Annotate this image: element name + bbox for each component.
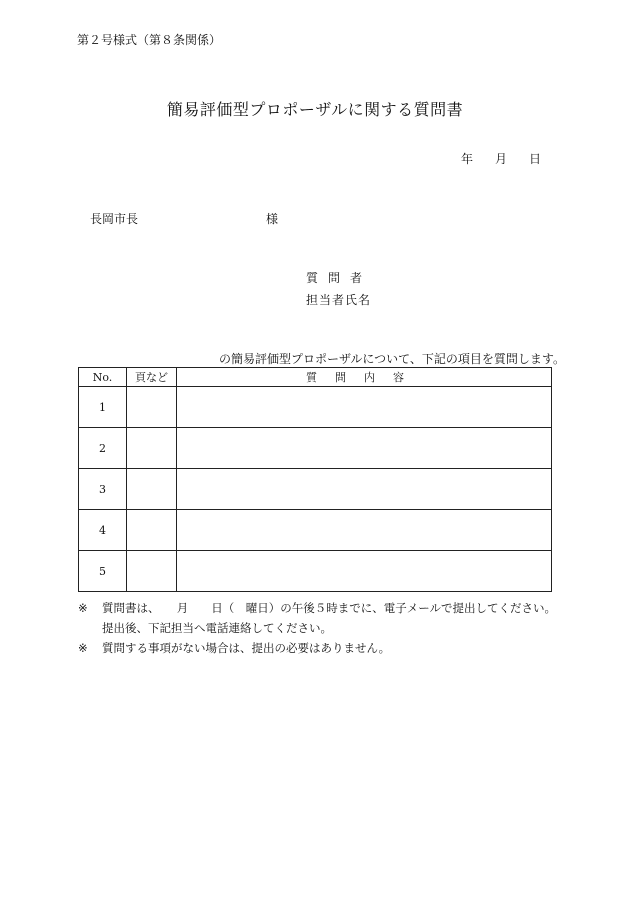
date-year-label: 年	[461, 152, 474, 166]
note-1-text: 質問書は、 月 日（ 曜日）の午後５時までに、電子メールで提出してください。	[102, 601, 557, 615]
table-row	[79, 551, 552, 592]
header-content: 質問内容	[177, 368, 552, 387]
page-cell[interactable]	[127, 469, 177, 510]
note-1	[78, 598, 556, 618]
header-page: 頁など	[127, 368, 177, 387]
addressee-honorific: 様	[266, 212, 279, 226]
questioner-label: 質問者	[306, 271, 373, 285]
page-cell[interactable]	[127, 510, 177, 551]
person-in-charge-label: 担当者氏名	[306, 293, 372, 307]
page-cell[interactable]	[127, 387, 177, 428]
note-1-continued-text: 提出後、下記担当へ電話連絡してください。	[102, 621, 332, 635]
note-1-continued	[78, 618, 556, 638]
question-content-cell[interactable]	[177, 387, 552, 428]
date-month-label: 月	[495, 152, 508, 166]
notes-section	[78, 598, 556, 658]
page-cell[interactable]	[127, 428, 177, 469]
question-table	[78, 367, 552, 592]
date-line	[461, 150, 541, 167]
date-day-label: 日	[529, 152, 542, 166]
note-2	[78, 638, 556, 658]
form-number: 第２号様式（第８条関係）	[77, 33, 222, 47]
question-content-cell[interactable]	[177, 510, 552, 551]
table-row	[79, 387, 552, 428]
table-row	[79, 469, 552, 510]
document-title: 簡易評価型プロポーザルに関する質問書	[166, 100, 464, 119]
note-mark: ※	[78, 601, 88, 615]
addressee: 長岡市長	[90, 212, 139, 226]
row-number: 5	[79, 551, 127, 592]
header-no: No.	[79, 368, 127, 387]
row-number: 2	[79, 428, 127, 469]
note-2-text: 質問する事項がない場合は、提出の必要はありません。	[102, 641, 391, 655]
question-content-cell[interactable]	[177, 428, 552, 469]
question-content-cell[interactable]	[177, 551, 552, 592]
page-cell[interactable]	[127, 551, 177, 592]
note-mark: ※	[78, 641, 88, 655]
row-number: 1	[79, 387, 127, 428]
intro-text: の簡易評価型プロポーザルについて、下記の項目を質問します。	[219, 352, 565, 366]
table-row	[79, 428, 552, 469]
row-number: 3	[79, 469, 127, 510]
table-header-row	[79, 368, 552, 387]
table-row	[79, 510, 552, 551]
question-content-cell[interactable]	[177, 469, 552, 510]
row-number: 4	[79, 510, 127, 551]
